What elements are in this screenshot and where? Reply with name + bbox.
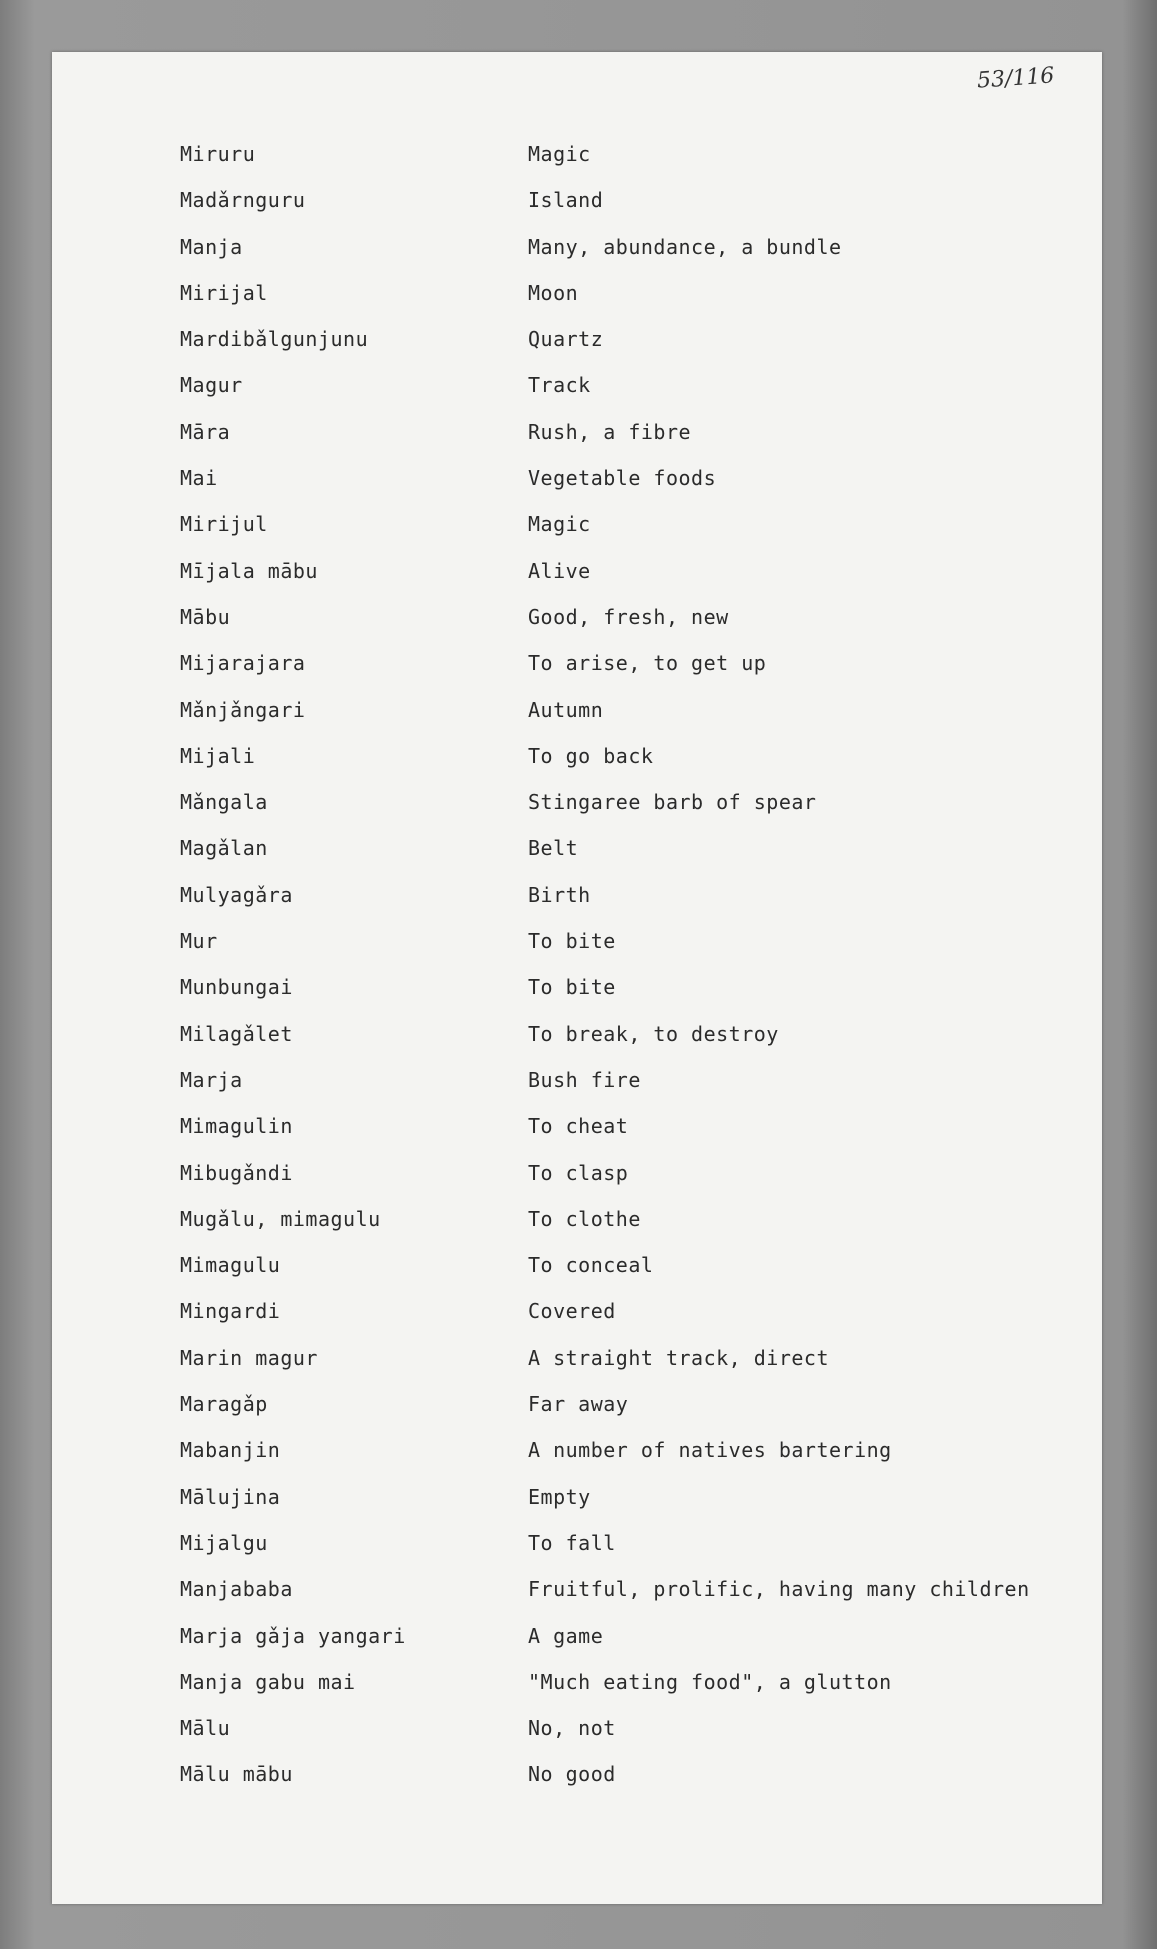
entry-term: Magur — [180, 373, 243, 398]
vocabulary-entry — [180, 1022, 1080, 1068]
entry-term: Mimagulu — [180, 1253, 281, 1278]
entry-meaning: To conceal — [528, 1253, 654, 1278]
folio-number: 53/116 — [975, 63, 1055, 94]
document-page — [52, 52, 1102, 1904]
entry-term: Munbungai — [180, 975, 293, 1000]
vocabulary-entry — [180, 420, 1080, 466]
entry-meaning: To arise, to get up — [528, 651, 767, 676]
vocabulary-entry — [180, 1577, 1080, 1623]
vocabulary-entry — [180, 512, 1080, 558]
entry-meaning: To break, to destroy — [528, 1021, 779, 1046]
entry-term: Māra — [180, 419, 231, 444]
entry-term: Mabanjin — [180, 1438, 281, 1463]
vocabulary-entry — [180, 1207, 1080, 1253]
entry-meaning: Far away — [528, 1392, 629, 1417]
vocabulary-entry — [180, 281, 1080, 327]
entry-term: Mābu — [180, 604, 231, 629]
entry-term: Manja gabu mai — [180, 1669, 356, 1694]
vocabulary-entry — [180, 744, 1080, 790]
entry-term: Mijarajara — [180, 651, 306, 676]
entry-meaning: To go back — [528, 743, 654, 768]
entry-term: Manja — [180, 234, 243, 259]
vocabulary-entry — [180, 1670, 1080, 1716]
entry-term: Marin magur — [180, 1345, 318, 1370]
vocabulary-entry — [180, 188, 1080, 234]
entry-term: Mǎngala — [180, 790, 268, 815]
entry-meaning: Quartz — [528, 327, 604, 352]
entry-meaning: Birth — [528, 882, 591, 907]
entry-meaning: Covered — [528, 1299, 616, 1324]
vocabulary-entry — [180, 605, 1080, 651]
entry-meaning: To cheat — [528, 1114, 629, 1139]
vocabulary-entry — [180, 1485, 1080, 1531]
entry-meaning: Empty — [528, 1484, 591, 1509]
vocabulary-entry — [180, 1438, 1080, 1484]
entry-meaning: Bush fire — [528, 1067, 641, 1092]
entry-term: Mālujina — [180, 1484, 281, 1509]
vocabulary-list — [180, 142, 1080, 1809]
entry-meaning: Magic — [528, 142, 591, 166]
entry-term: Mījala mābu — [180, 558, 318, 583]
entry-meaning: A straight track, direct — [528, 1345, 829, 1370]
entry-meaning: Track — [528, 373, 591, 398]
vocabulary-entry — [180, 975, 1080, 1021]
entry-term: Mingardi — [180, 1299, 281, 1324]
vocabulary-entry — [180, 373, 1080, 419]
entry-term: Milagǎlet — [180, 1021, 293, 1046]
entry-term: Mǎnjǎngari — [180, 697, 306, 722]
vocabulary-entry — [180, 1253, 1080, 1299]
entry-term: Mālu — [180, 1716, 231, 1741]
vocabulary-entry — [180, 929, 1080, 975]
entry-meaning: Autumn — [528, 697, 604, 722]
entry-meaning: Fruitful, prolific, having many children — [528, 1577, 1030, 1602]
vocabulary-entry — [180, 235, 1080, 281]
vocabulary-entry — [180, 559, 1080, 605]
entry-meaning: To bite — [528, 975, 616, 1000]
vocabulary-entry — [180, 1299, 1080, 1345]
entry-meaning: No good — [528, 1762, 616, 1787]
vocabulary-entry — [180, 1346, 1080, 1392]
entry-term: Manjababa — [180, 1577, 293, 1602]
vocabulary-entry — [180, 836, 1080, 882]
entry-term: Marja — [180, 1067, 243, 1092]
entry-term: Mirijal — [180, 280, 268, 305]
entry-meaning: Moon — [528, 280, 579, 305]
vocabulary-entry — [180, 1161, 1080, 1207]
vocabulary-entry — [180, 466, 1080, 512]
entry-term: Miruru — [180, 142, 256, 166]
vocabulary-entry — [180, 698, 1080, 744]
entry-meaning: To clothe — [528, 1206, 641, 1231]
vocabulary-entry — [180, 651, 1080, 697]
entry-term: Mijali — [180, 743, 256, 768]
vocabulary-entry — [180, 1392, 1080, 1438]
vocabulary-entry — [180, 1716, 1080, 1762]
entry-term: Mimagulin — [180, 1114, 293, 1139]
entry-term: Madǎrnguru — [180, 188, 306, 213]
entry-meaning: Stingaree barb of spear — [528, 790, 817, 815]
entry-term: Mālu mābu — [180, 1762, 293, 1787]
entry-term: Mugǎlu, mimagulu — [180, 1206, 381, 1231]
entry-meaning: Magic — [528, 512, 591, 537]
entry-meaning: Many, abundance, a bundle — [528, 234, 842, 259]
vocabulary-entry — [180, 883, 1080, 929]
entry-term: Mirijul — [180, 512, 268, 537]
vocabulary-entry — [180, 1068, 1080, 1114]
entry-meaning: Island — [528, 188, 604, 213]
vocabulary-entry — [180, 790, 1080, 836]
entry-term: Maragǎp — [180, 1392, 268, 1417]
entry-term: Mibugǎndi — [180, 1160, 293, 1185]
vocabulary-entry — [180, 142, 1080, 188]
vocabulary-entry — [180, 327, 1080, 373]
entry-term: Mijalgu — [180, 1530, 268, 1555]
entry-term: Mai — [180, 466, 218, 491]
entry-term: Mur — [180, 929, 218, 954]
entry-meaning: "Much eating food", a glutton — [528, 1669, 892, 1694]
entry-meaning: Belt — [528, 836, 579, 861]
entry-term: Magǎlan — [180, 836, 268, 861]
entry-meaning: Vegetable foods — [528, 466, 717, 491]
entry-meaning: To bite — [528, 929, 616, 954]
entry-meaning: Alive — [528, 558, 591, 583]
entry-term: Mulyagǎra — [180, 882, 293, 907]
entry-term: Marja gǎja yangari — [180, 1623, 406, 1648]
vocabulary-entry — [180, 1624, 1080, 1670]
vocabulary-entry — [180, 1762, 1080, 1808]
vocabulary-entry — [180, 1114, 1080, 1160]
entry-meaning: No, not — [528, 1716, 616, 1741]
entry-meaning: Rush, a fibre — [528, 419, 692, 444]
entry-meaning: A game — [528, 1623, 604, 1648]
entry-term: Mardibǎlgunjunu — [180, 327, 369, 352]
entry-meaning: To fall — [528, 1530, 616, 1555]
entry-meaning: Good, fresh, new — [528, 604, 729, 629]
vocabulary-entry — [180, 1531, 1080, 1577]
entry-meaning: To clasp — [528, 1160, 629, 1185]
entry-meaning: A number of natives bartering — [528, 1438, 892, 1463]
